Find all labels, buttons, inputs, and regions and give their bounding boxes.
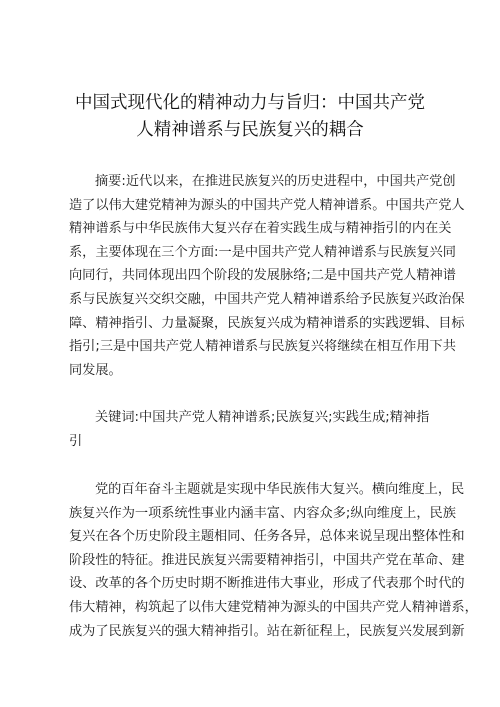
body-line: 伟大精神，构筑起了以伟大建党精神为源头的中国共产党人精神谱系， <box>69 599 478 615</box>
body-line: 成为了民族复兴的强大精神指引。站在新征程上，民族复兴发展到新 <box>69 623 465 639</box>
abstract-line: 系，主要体现在三个方面:一是中国共产党人精神谱系与民族复兴同 <box>69 244 456 260</box>
body-line: 阶段性的特征。推进民族复兴需要精神指引，中国共产党在革命、建 <box>69 552 465 568</box>
body-line: 复兴在各个历史阶段主题相同、任务各异，总体来说呈现出整体性和 <box>69 529 465 545</box>
title-line-2: 人精神谱系与民族复兴的耦合 <box>136 120 364 140</box>
abstract-line: 同发展。 <box>69 362 122 378</box>
title-line-1: 中国式现代化的精神动力与旨归：中国共产党 <box>75 93 425 113</box>
body-line: 族复兴作为一项系统性事业内涵丰富、内容众多;纵向维度上，民族 <box>69 505 456 521</box>
keywords-line: 引 <box>69 433 83 449</box>
body-line: 党的百年奋斗主题就是实现中华民族伟大复兴。横向维度上，民 <box>95 482 465 497</box>
abstract-line: 造了以伟大建党精神为源头的中国共产党人精神谱系。中国共产党人 <box>69 197 465 213</box>
abstract-paragraph <box>69 170 465 382</box>
keywords-paragraph <box>69 406 444 453</box>
body-line: 设、改革的各个历史时期不断推进伟大事业，形成了代表那个时代的 <box>69 576 465 592</box>
abstract-line: 精神谱系与中华民族伟大复兴存在着实践生成与精神指引的内在关 <box>69 221 452 237</box>
keywords-line: 关键词:中国共产党人精神谱系;民族复兴;实践生成;精神指 <box>95 410 430 425</box>
abstract-line: 向同行，共同体现出四个阶段的发展脉络;二是中国共产党人精神谱 <box>69 268 456 284</box>
abstract-line: 指引;三是中国共产党人精神谱系与民族复兴将继续在相互作用下共 <box>69 339 456 355</box>
body-paragraph <box>69 478 478 643</box>
abstract-line: 障、精神指引、力量凝聚，民族复兴成为精神谱系的实践逻辑、目标 <box>69 315 465 331</box>
abstract-line: 系与民族复兴交织交融，中国共产党人精神谱系给予民族复兴政治保 <box>69 291 465 307</box>
abstract-line: 摘要:近代以来，在推进民族复兴的历史进程中，中国共产党创 <box>95 174 456 189</box>
